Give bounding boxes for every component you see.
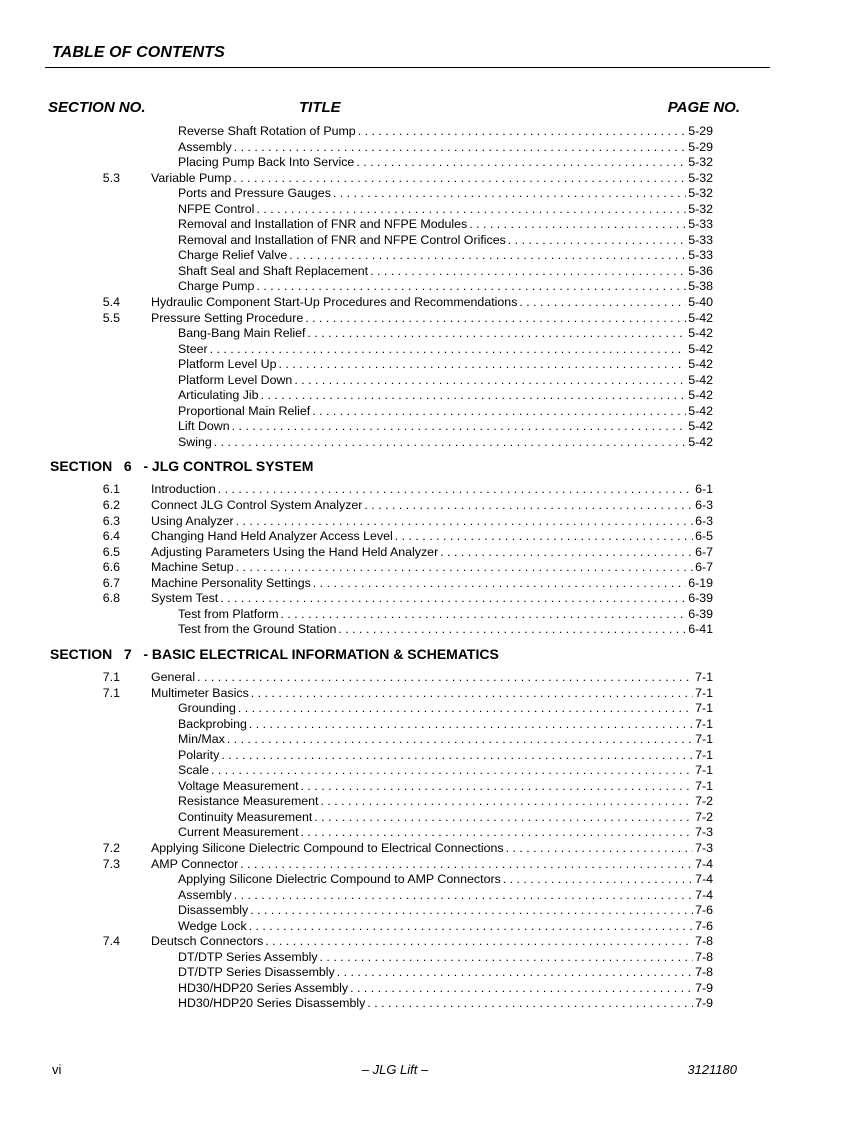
toc-entry-title: Reverse Shaft Rotation of Pump <box>178 124 356 138</box>
dot-leader <box>314 810 693 826</box>
toc-entry-page: 5-32 <box>688 186 713 201</box>
toc-entry-page: 7-2 <box>695 809 713 824</box>
toc-entry-line <box>178 342 713 358</box>
toc-entry-page: 7-8 <box>695 934 713 949</box>
toc-entry[interactable] <box>0 435 866 451</box>
toc-entry[interactable] <box>0 545 866 561</box>
toc-entry[interactable] <box>0 264 866 280</box>
toc-entry-number: 5.4 <box>102 295 120 310</box>
dot-leader <box>256 279 686 295</box>
toc-entry[interactable] <box>0 529 866 545</box>
toc-entry-title: Articulating Jib <box>178 388 259 403</box>
toc-entry-number: 5.3 <box>102 170 120 185</box>
toc-entry-line <box>151 295 713 311</box>
dot-leader <box>506 841 693 857</box>
toc-entry-page: 6-39 <box>688 591 713 606</box>
toc-entry-line <box>178 186 713 202</box>
dot-leader <box>250 903 693 919</box>
dot-leader <box>197 670 693 686</box>
toc-entry-title: Test from the Ground Station <box>178 622 337 637</box>
dot-leader <box>333 186 686 202</box>
toc-entry[interactable] <box>0 919 866 935</box>
toc-entry-title: NFPE Control <box>178 201 255 216</box>
toc-entry-page: 5-29 <box>688 139 713 154</box>
toc-entry-title: Connect JLG Control System Analyzer <box>151 498 363 513</box>
toc-entry-number: 7.2 <box>102 840 120 855</box>
toc-entry-page: 7-4 <box>695 887 713 902</box>
toc-entry-title: Proportional Main Relief <box>178 403 311 418</box>
toc-entry-page: 5-33 <box>688 248 713 263</box>
toc-entry-line <box>151 591 713 607</box>
section-heading: SECTION 7 - BASIC ELECTRICAL INFORMATION & SCHEMATICS <box>50 645 499 662</box>
toc-entry-page: 6-19 <box>688 575 713 590</box>
dot-leader <box>508 233 686 249</box>
toc-entry-title: Ports and Pressure Gauges <box>178 186 331 201</box>
toc-entry[interactable] <box>0 171 866 187</box>
toc-entry-title: HD30/HDP20 Series Assembly <box>178 980 349 995</box>
toc-entry[interactable] <box>0 670 866 686</box>
toc-entry[interactable] <box>0 701 866 717</box>
dot-leader <box>234 140 686 156</box>
toc-entry-line <box>178 622 713 638</box>
toc-entry-title: DT/DTP Series Disassembly <box>178 965 335 980</box>
toc-entry[interactable] <box>0 202 866 218</box>
toc-entry-title: Introduction <box>151 482 216 497</box>
dot-leader <box>256 202 686 218</box>
toc-entry[interactable] <box>0 825 866 841</box>
toc-entry-page: 7-1 <box>695 778 713 793</box>
toc-entry-title: Multimeter Basics <box>151 685 249 700</box>
toc-entry-number: 5.5 <box>102 310 120 325</box>
toc-entry-line <box>178 373 713 389</box>
toc-entry-line <box>151 545 713 561</box>
toc-entry-line <box>178 810 713 826</box>
toc-entry-page: 7-9 <box>695 980 713 995</box>
toc-entry-line <box>178 888 713 904</box>
toc-entry-number: 6.8 <box>102 591 120 606</box>
dot-leader <box>265 934 693 950</box>
toc-entry-page: 5-29 <box>688 124 713 138</box>
toc-entry-title: Assembly <box>178 139 232 154</box>
toc-entry-page: 5-32 <box>688 201 713 216</box>
dot-leader <box>236 560 693 576</box>
toc-entry-page: 5-42 <box>688 310 713 325</box>
toc-entry-page: 5-42 <box>688 434 713 449</box>
toc-entry[interactable] <box>0 794 866 810</box>
toc-entry-page: 5-32 <box>688 155 713 170</box>
toc-entry-title: Steer <box>178 341 208 356</box>
toc-entry-title: Grounding <box>178 701 236 716</box>
toc-entry-title: Removal and Installation of FNR and NFPE Modules <box>178 217 468 232</box>
toc-entry[interactable] <box>0 124 866 140</box>
toc-entry-page: 7-1 <box>695 763 713 778</box>
toc-entry-line <box>178 357 713 373</box>
toc-entry-title: Charge Relief Valve <box>178 248 288 263</box>
toc-entry-title: Wedge Lock <box>178 918 247 933</box>
dot-leader <box>395 529 693 545</box>
toc-entry-title: Disassembly <box>178 903 249 918</box>
page-title: TABLE OF CONTENTS <box>52 44 225 61</box>
toc-entry[interactable] <box>0 717 866 733</box>
toc-entry-page: 6-41 <box>688 622 713 637</box>
toc-entry-line <box>151 498 713 514</box>
toc-entry-page: 5-33 <box>688 232 713 247</box>
toc-entry[interactable] <box>0 155 866 171</box>
toc-entry-line <box>151 841 713 857</box>
toc-entry-page: 6-7 <box>695 544 713 559</box>
toc-entry-line <box>178 217 713 233</box>
toc-entry-page: 7-1 <box>695 685 713 700</box>
dot-leader <box>281 607 687 623</box>
dot-leader <box>367 996 693 1012</box>
toc-entry-line <box>178 903 713 919</box>
toc-entry-title: Machine Personality Settings <box>151 575 311 590</box>
dot-leader <box>227 732 693 748</box>
toc-entry-title: Min/Max <box>178 732 225 747</box>
toc-entry[interactable] <box>0 686 866 702</box>
toc-entry-line <box>151 686 713 702</box>
column-header-section-no: SECTION NO. <box>48 99 146 116</box>
toc-entry-line <box>178 419 713 435</box>
toc-entry[interactable] <box>0 622 866 638</box>
toc-entry-page: 7-1 <box>695 747 713 762</box>
toc-entry-line <box>151 514 713 530</box>
toc-entry[interactable] <box>0 576 866 592</box>
dot-leader <box>221 748 693 764</box>
toc-entry-title: Changing Hand Held Analyzer Access Level <box>151 529 393 544</box>
toc-entry-line <box>151 171 713 187</box>
toc-entry[interactable] <box>0 950 866 966</box>
toc-entry-title: Pressure Setting Procedure <box>151 310 304 325</box>
dot-leader <box>251 686 693 702</box>
toc-entry[interactable] <box>0 888 866 904</box>
dot-leader <box>232 419 687 435</box>
dot-leader <box>469 217 686 233</box>
toc-entry-title: Machine Setup <box>151 560 234 575</box>
toc-entry-line <box>151 311 713 327</box>
toc-entry[interactable] <box>0 763 866 779</box>
toc-entry[interactable] <box>0 388 866 404</box>
toc-entry[interactable] <box>0 419 866 435</box>
dot-leader <box>289 248 686 264</box>
toc-entry-number: 6.3 <box>102 513 120 528</box>
toc-entry-title: Applying Silicone Dielectric Compound to Electrical Connections <box>151 840 504 855</box>
toc-entry-page: 5-42 <box>688 372 713 387</box>
toc-entry-number: 7.4 <box>102 934 120 949</box>
toc-entry-title: Bang-Bang Main Relief <box>178 326 306 341</box>
toc-entry-page: 6-1 <box>695 482 713 497</box>
toc-entry-page: 7-6 <box>695 918 713 933</box>
toc-entry-title: Current Measurement <box>178 825 299 840</box>
dot-leader <box>370 264 686 280</box>
toc-entry-title: General <box>151 669 196 684</box>
toc-entry-line <box>178 748 713 764</box>
dot-leader <box>350 981 693 997</box>
toc-entry-title: Hydraulic Component Start-Up Procedures and Recommendations <box>151 295 518 310</box>
toc-entry[interactable] <box>0 560 866 576</box>
toc-entry-line <box>151 670 713 686</box>
dot-leader <box>294 373 686 389</box>
dot-leader <box>301 825 694 841</box>
toc-entry-line <box>151 857 713 873</box>
toc-entry-line <box>178 996 713 1012</box>
toc-entry-line <box>178 264 713 280</box>
toc-entry-line <box>178 326 713 342</box>
toc-entry-title: Test from Platform <box>178 606 279 621</box>
column-header-title: TITLE <box>299 99 341 116</box>
toc-entry-line <box>178 825 713 841</box>
toc-entry[interactable] <box>0 514 866 530</box>
dot-leader <box>312 404 686 420</box>
toc-entry-line <box>178 140 713 156</box>
toc-entry-page: 6-7 <box>695 560 713 575</box>
toc-entry-title: Platform Level Down <box>178 372 293 387</box>
toc-entry-page: 5-32 <box>688 170 713 185</box>
dot-leader <box>214 435 686 451</box>
toc-entry-page: 7-1 <box>695 732 713 747</box>
toc-entry-title: Voltage Measurement <box>178 778 299 793</box>
footer-center-text: – JLG Lift – <box>361 1062 429 1077</box>
toc-entry[interactable] <box>0 373 866 389</box>
toc-entry-page: 5-42 <box>688 403 713 418</box>
toc-entry-title: Adjusting Parameters Using the Hand Held Analyzer <box>151 544 439 559</box>
toc-entry-number: 6.7 <box>102 575 120 590</box>
toc-entry[interactable] <box>0 607 866 623</box>
dot-leader <box>238 701 693 717</box>
toc-entry[interactable] <box>0 295 866 311</box>
toc-entry[interactable] <box>0 217 866 233</box>
toc-entry-page: 5-42 <box>688 341 713 356</box>
toc-entry-number: 6.6 <box>102 560 120 575</box>
toc-entry-title: Charge Pump <box>178 279 255 294</box>
dot-leader <box>321 794 694 810</box>
toc-entry-page: 7-2 <box>695 794 713 809</box>
toc-entry[interactable] <box>0 779 866 795</box>
toc-entry-line <box>151 482 713 498</box>
toc-entry-page: 7-4 <box>695 856 713 871</box>
toc-entry-line <box>178 779 713 795</box>
toc-entry-title: Shaft Seal and Shaft Replacement <box>178 263 369 278</box>
toc-entry-number: 6.4 <box>102 529 120 544</box>
toc-entry-page: 5-33 <box>688 217 713 232</box>
toc-entry-title: Placing Pump Back Into Service <box>178 155 355 170</box>
toc-entry[interactable] <box>0 326 866 342</box>
dot-leader <box>210 342 687 358</box>
toc-entry-title: Using Analyzer <box>151 513 234 528</box>
toc-entry-title: Lift Down <box>178 419 230 434</box>
toc-entry-line <box>178 763 713 779</box>
toc-entry-number: 7.1 <box>102 685 120 700</box>
toc-entry-number: 7.1 <box>102 669 120 684</box>
toc-entry[interactable] <box>0 498 866 514</box>
toc-entry[interactable] <box>0 591 866 607</box>
toc-entry-line <box>178 732 713 748</box>
toc-entry[interactable] <box>0 482 866 498</box>
toc-entry[interactable] <box>0 810 866 826</box>
toc-entry[interactable] <box>0 140 866 156</box>
toc-entry[interactable] <box>0 342 866 358</box>
toc-entry[interactable] <box>0 404 866 420</box>
dot-leader <box>240 857 693 873</box>
dot-leader <box>261 388 687 404</box>
dot-leader <box>305 311 686 327</box>
dot-leader <box>320 950 694 966</box>
toc-entry-title: Resistance Measurement <box>178 794 319 809</box>
dot-leader <box>211 763 693 779</box>
toc-entry-line <box>178 155 713 171</box>
toc-entry[interactable] <box>0 248 866 264</box>
toc-entry-title: Deutsch Connectors <box>151 934 264 949</box>
dot-leader <box>278 357 686 373</box>
toc-entry-line <box>178 388 713 404</box>
header-rule <box>45 67 770 68</box>
toc-entry-page: 7-9 <box>695 996 713 1011</box>
toc-entry-line <box>178 794 713 810</box>
dot-leader <box>236 514 693 530</box>
toc-entry-title: System Test <box>151 591 219 606</box>
toc-list <box>0 124 866 1012</box>
toc-entry-line <box>178 607 713 623</box>
footer-doc-number: 3121180 <box>687 1062 737 1077</box>
toc-entry-title: Applying Silicone Dielectric Compound to AMP Connectors <box>178 872 501 887</box>
toc-entry[interactable] <box>0 233 866 249</box>
toc-entry-line <box>178 950 713 966</box>
dot-leader <box>338 622 686 638</box>
toc-entry-page: 7-1 <box>695 669 713 684</box>
toc-entry-line <box>178 435 713 451</box>
toc-entry[interactable] <box>0 732 866 748</box>
toc-entry[interactable] <box>0 981 866 997</box>
toc-entry[interactable] <box>0 965 866 981</box>
toc-entry[interactable] <box>0 311 866 327</box>
toc-entry[interactable] <box>0 996 866 1012</box>
dot-leader <box>313 576 686 592</box>
dot-leader <box>249 717 693 733</box>
dot-leader <box>519 295 686 311</box>
dot-leader <box>503 872 693 888</box>
dot-leader <box>440 545 693 561</box>
toc-entry-title: Continuity Measurement <box>178 809 313 824</box>
toc-entry[interactable] <box>0 186 866 202</box>
toc-entry-title: Assembly <box>178 887 232 902</box>
toc-entry-page: 5-36 <box>688 263 713 278</box>
toc-entry-line <box>151 529 713 545</box>
toc-entry-line <box>178 919 713 935</box>
toc-entry-line <box>178 279 713 295</box>
toc-entry-line <box>151 934 713 950</box>
toc-entry-page: 7-1 <box>695 716 713 731</box>
toc-entry-title: HD30/HDP20 Series Disassembly <box>178 996 366 1011</box>
toc-entry[interactable] <box>0 934 866 950</box>
toc-entry-number: 6.1 <box>102 482 120 497</box>
toc-entry-line <box>151 560 713 576</box>
toc-entry[interactable] <box>0 279 866 295</box>
toc-entry-page: 5-42 <box>688 326 713 341</box>
toc-entry-number: 6.2 <box>102 498 120 513</box>
column-header-page-no: PAGE NO. <box>667 99 740 116</box>
toc-entry-page: 6-5 <box>695 529 713 544</box>
section-heading: SECTION 6 - JLG CONTROL SYSTEM <box>50 458 314 475</box>
toc-entry-page: 5-42 <box>688 419 713 434</box>
toc-entry-page: 6-39 <box>688 606 713 621</box>
dot-leader <box>358 124 686 140</box>
toc-entry[interactable] <box>0 903 866 919</box>
toc-entry-page: 7-4 <box>695 872 713 887</box>
toc-entry-title: Variable Pump <box>151 170 232 185</box>
toc-entry-page: 6-3 <box>695 498 713 513</box>
toc-entry-line <box>178 202 713 218</box>
toc-entry-number: 7.3 <box>102 856 120 871</box>
toc-entry-line <box>178 248 713 264</box>
dot-leader <box>356 155 686 171</box>
toc-entry-page: 7-8 <box>695 949 713 964</box>
toc-entry-page: 7-3 <box>695 825 713 840</box>
dot-leader <box>249 919 693 935</box>
toc-entry-page: 6-3 <box>695 513 713 528</box>
toc-entry-page: 5-38 <box>688 279 713 294</box>
toc-entry[interactable] <box>0 748 866 764</box>
toc-entry-number: 6.5 <box>102 544 120 559</box>
toc-entry-title: Swing <box>178 434 212 449</box>
toc-entry-line <box>178 404 713 420</box>
dot-leader <box>337 965 693 981</box>
toc-entry-line <box>178 233 713 249</box>
toc-entry-page: 5-42 <box>688 388 713 403</box>
dot-leader <box>233 171 686 187</box>
footer-page-number: vi <box>52 1062 62 1077</box>
toc-entry[interactable] <box>0 872 866 888</box>
dot-leader <box>307 326 686 342</box>
toc-entry-line <box>151 576 713 592</box>
toc-entry-title: Scale <box>178 763 209 778</box>
toc-entry-line <box>178 701 713 717</box>
toc-entry-title: Polarity <box>178 747 220 762</box>
dot-leader <box>364 498 693 514</box>
toc-entry-title: Backprobing <box>178 716 247 731</box>
dot-leader <box>220 591 686 607</box>
toc-entry-line <box>178 965 713 981</box>
toc-entry-page: 5-42 <box>688 357 713 372</box>
toc-entry-title: Platform Level Up <box>178 357 277 372</box>
toc-entry-line <box>178 981 713 997</box>
toc-entry-page: 7-8 <box>695 965 713 980</box>
toc-entry-line <box>178 717 713 733</box>
toc-entry[interactable] <box>0 841 866 857</box>
dot-leader <box>234 888 693 904</box>
toc-entry-title: AMP Connector <box>151 856 239 871</box>
toc-entry-line <box>178 124 713 140</box>
toc-entry-page: 5-40 <box>688 295 713 310</box>
toc-entry-page: 7-1 <box>695 701 713 716</box>
toc-entry[interactable] <box>0 357 866 373</box>
dot-leader <box>218 482 693 498</box>
dot-leader <box>301 779 694 795</box>
toc-entry-page: 7-6 <box>695 903 713 918</box>
toc-entry[interactable] <box>0 857 866 873</box>
toc-entry-line <box>178 872 713 888</box>
toc-entry-page: 7-3 <box>695 840 713 855</box>
toc-entry-title: Removal and Installation of FNR and NFPE Control Orifices <box>178 232 506 247</box>
toc-entry-title: DT/DTP Series Assembly <box>178 949 318 964</box>
